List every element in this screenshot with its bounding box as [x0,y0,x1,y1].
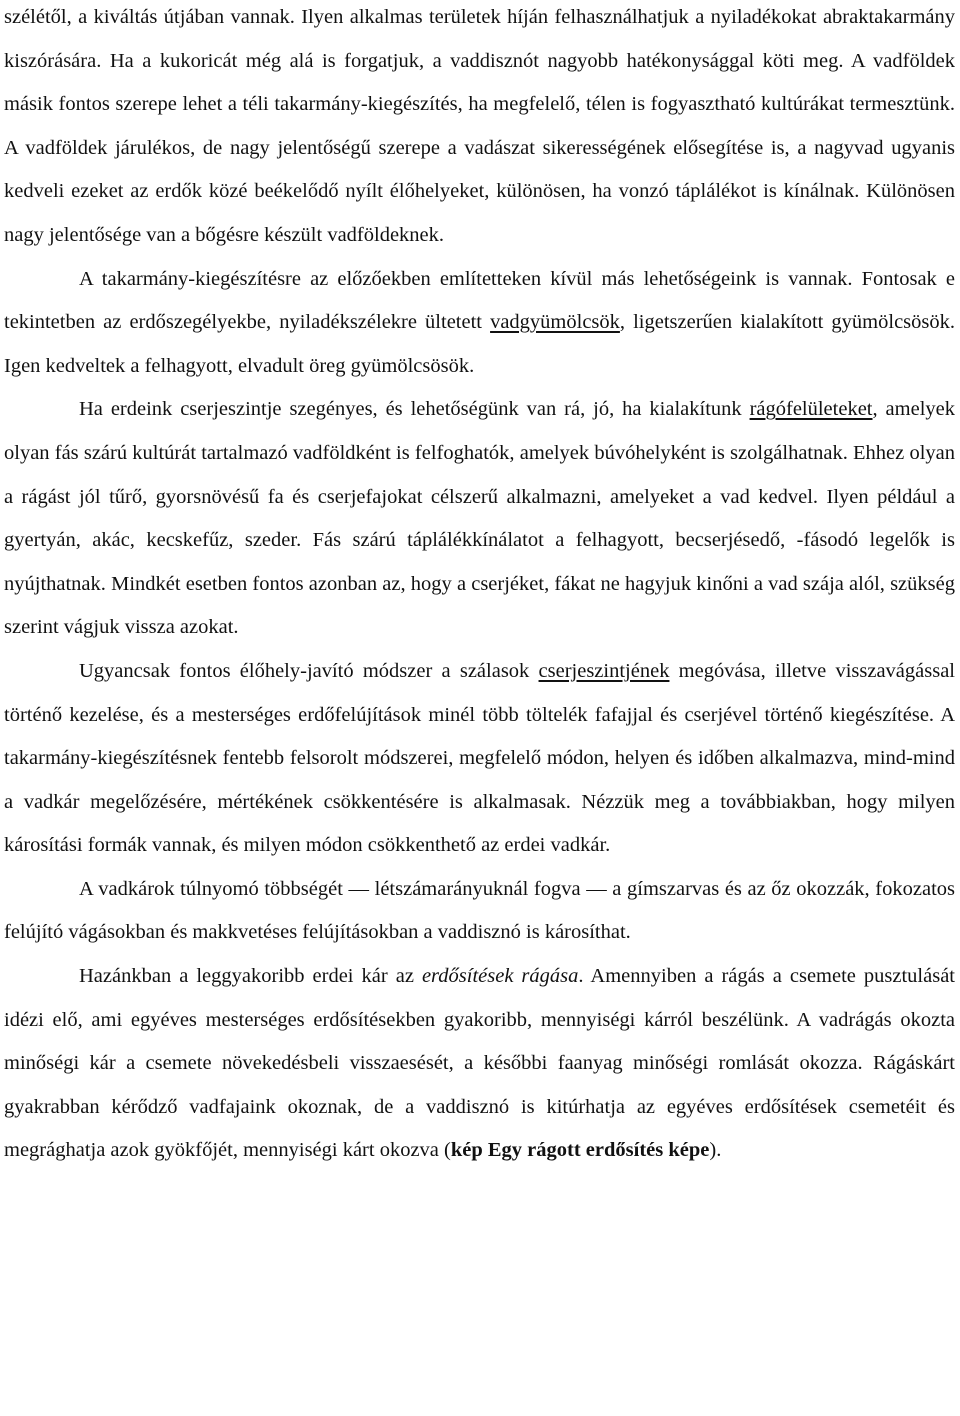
paragraph-text: megóvása, illetve visszavágással történő kezelése, és a mesterséges erdőfelújítások minél több töltelék fafajjal és cserjével történő kiegészítése. A takarmány-kiegészítésnek fentebb felsorolt módszerei, megfelelő módon, helyen és időben alkalmazva, mind-mind a vadkár megelőzésére, mértékének csökkentésére is alkalmasak. Nézzük meg a továbbiakban, hogy milyen károsítási formák vannak, és milyen módon csökkenthető az erdei vadkár. [4,659,955,857]
link-cserjeszintjenek[interactable]: cserjeszintjének [538,659,670,682]
figure-reference: kép Egy rágott erdősítés képe [450,1139,710,1162]
paragraph-text: , ligetszerűen kialakított gyümölcsösök. Igen kedveltek a felhagyott, elvadult öreg gyümölcsösök. [4,311,956,377]
paragraph-text: A takarmány-kiegészítésre az előzőekben említetteken kívül más lehetőségeink is vannak. Fontosak e tekintetben az erdőszegélyekbe, nyiladékszélekre ültetett [4,267,955,334]
paragraph-elohely-javitas [4,650,955,868]
paragraph-text: ). [709,1139,722,1162]
paragraph-text: Hazánkban a leggyakoribb erdei kár az [79,965,422,988]
link-ragofeluletek[interactable]: rágófelületeket [749,398,873,421]
paragraph-takarmany-kiegeszites [4,258,955,389]
paragraph-ragofeluletek [4,388,955,650]
document-page [4,0,955,1173]
paragraph-text: Ugyancsak fontos élőhely-javító módszer a szálasok [79,659,539,682]
paragraph-vadfoldek: szélétől, a kiváltás útjában vannak. Ilyen alkalmas területek híján felhasználhatjuk a nyiladékokat abraktakarmány kiszórására. Ha a kukoricát még alá is forgatjuk, a vaddisznót nagyobb hatékonysággal köti meg. A vadföldek másik fontos szerepe lehet a téli takarmány-kiegészítés, ha megfelelő, télen is fogyasztható kultúrákat termesztünk. A vadföldek járulékos, de nagy jelentőségű szerepe a vadászat sikerességének elősegítése is, a nagyvad ugyanis kedveli ezeket az erdők közé beékelődő nyílt élőhelyeket, különösen, ha vonzó táplálékot is kínálnak. Különösen nagy jelentősége van a bőgésre készült vadföldeknek. [4,6,955,246]
paragraph-vadkarok: A vadkárok túlnyomó többségét — létszámarányuknál fogva — a gímszarvas és az őz okozzák, fokozatos felújító vágásokban és makkvetéses felújításokban a vaddisznó is károsíthat. [4,877,955,944]
paragraph-text: , amelyek olyan fás szárú kultúrát tartalmazó vadföldként is felfoghatók, amelyek búvóhelyként is szolgálhatnak. Ehhez olyan a rágást jól tűrő, gyorsnövésű fa és cserjefajokat célszerű alkalmazni, amelyeket a vad kedvel. Ilyen például a gyertyán, akác, kecskefűz, szeder. Fás szárú táplálékkínálatot a felhagyott, becserjésedő, -fásodó legelők is nyújthatnak. Mindkét esetben fontos azonban az, hogy a cserjéket, fákat ne hagyjuk kinőni a vad szája alól, szükség szerint vágjuk vissza azokat. [4,398,955,639]
paragraph-text: Ha erdeink cserjeszintje szegényes, és lehetőségünk van rá, jó, ha kialakítunk [79,398,750,421]
paragraph-text: . Amennyiben a rágás a csemete pusztulását idézi elő, ami egyéves mesterséges erdősítésekben gyakoribb, mennyiségi kárról beszélünk. A vadrágás okozta minőségi kár a csemete növekedésbeli visszaesését, a későbbi faanyag minőségi romlását okozza. Rágáskárt gyakrabban kérődző vadfajaink okoznak, de a vaddisznó is kitúrhatja az egyéves erdősítések csemetéit és megrághatja azok gyökfőjét, mennyiségi kárt okozva ( [4,965,955,1162]
paragraph-erdositesek-ragasa [4,955,955,1173]
link-vadgyumolcsok[interactable]: vadgyümölcsök [490,311,620,334]
emphasis-erdositesek-ragasa: erdősítések rágása [421,965,579,988]
